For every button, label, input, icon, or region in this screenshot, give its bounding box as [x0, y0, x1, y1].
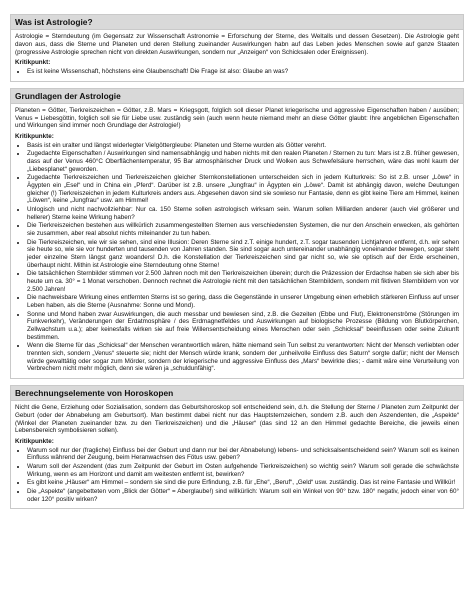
- section-body-grundlagen: [10, 104, 464, 379]
- section-title-berechnungselemente: Berechnungselemente von Horoskopen: [10, 385, 464, 401]
- critique-item: • Zugedachte Tierkreiszeichen und Tierkreiszeichen gleicher Sternkonstellationen unterscheiden sich in jedem Kulturkreis: So ist z.B. unser „Löwe“ in Ägypten ein „Esel“ und in China ein „Pferd“. Darüber ist z.B. unsere „Jungfrau“ in Ägypten ein „Löwe“. Damit ist abhängig davon, welche Deutungen gleicher (!) Tierkreiszeichen in jedem Kulturkreis anders aus. Abgesehen davon sind sie sowieso nur Fantasie, denn es gibt keine Tiere am Himmel, keinen „Löwen“, keine „Jungfrau“ usw. am Himmel!: [27, 174, 459, 205]
- critique-label: Kritikpunkte:: [15, 132, 54, 140]
- section-title-grundlagen: Grundlagen der Astrologie: [10, 88, 464, 104]
- intro-paragraph: Astrologie = Sterndeutung (im Gegensatz zur Wissenschaft Astronomie = Erforschung der Sterne, des Weltalls und dessen Gesetzen). Die Astrologie geht davon aus, dass die Sterne und Planeten und deren Stellung zueinander Auswirkungen habn auf das Leben jedes Menschen sowie auf ganze Staaten (progressive Astrologie sprechen nicht von direkten Auswirkungen, sondern nur „Anzeigen“ von Schicksalen oder Ereignissen).: [15, 33, 459, 56]
- critique-item: • Es gibt keine „Häuser“ am Himmel – sondern sie sind die pure Erfindung, z.B. für „Ehe“, „Beruf“, „Geld“ usw. zuständig. Das ist reine Fantasie und Willkür!: [27, 479, 459, 487]
- critique-item: • Warum soll nur der (fragliche) Einfluss bei der Geburt und dann nur bei der Abnabelung) lebens- und schicksalsentscheidend sein? Warum soll es keinen Einfluss während der Zeugung, beim Heranwachsen des Fötus usw. geben?: [27, 447, 459, 462]
- berechnung-paragraph: Nicht die Gene, Erziehung oder Sozialisation, sondern das Geburtshoroskop soll entscheidend sein, d.h. die Stellung der Sterne / Planeten zum Zeitpunkt der Geburt (oder der Abnabelung am Geburtsort). Man bestimmt dabei nicht nur das Hauptsternzeichen, sondern z.B. auch den Aszendenten, die „Aspekte“ (Winkel der Planeten zueinander bzw. zu den Tierkreiszeichen) und die „Häuser“ (das sind 12 an den Himmel gedachte Bereiche, die jeweils einen Lebensbereich symbolisieren sollen).: [15, 404, 459, 435]
- critique-item: • Es ist keine Wissenschaft, höchstens eine Glaubenschaft! Die Frage ist also: Glaube an was?: [27, 68, 459, 76]
- critique-item: • Die Tierkreiszeichen, wie wir sie sehen, sind eine Illusion: Deren Sterne sind z.T. einige hundert, z.T. sogar tausenden Lichtjahren entfernt, d.h. wir sehen sie heute so, wie sie vor hunderten und tausenden von Jahren standen. Sie sind sogar auch untereinander unabhängig voneinander bewegen, sogar steht jeder einzelne Stern längst ganz woanders! D.h. die Konstellation der Tierkreiszeichen sind gar nicht so, wie sie optisch auf der Erde erscheinen, überhaupt nicht. Mithin ist Astrologie eine Sterndeutung ohne Sterne!: [27, 239, 459, 270]
- critique-list: [15, 142, 459, 373]
- critique-label: Kritikpunkte:: [15, 437, 54, 445]
- critique-item: • Die „Aspekte“ (angebetteten vom „Blick der Götter“ = Aberglaube!) sind willkürlich: Warum soll ein Winkel von 90° bzw. 180° negativ, jedoch einer von 60° oder 120° positiv wirken?: [27, 488, 459, 503]
- critique-item: • Die tatsächlichen Sternbilder stimmen vor 2.500 Jahren noch mit den Tierkreiszeichen überein; durch die Präzession der Erdachse haben sie sich aber bis heute um ca. 30° = 1 Monat verschoben. Dennoch rechnet die Astrologie nicht mit den tatsächlichen Sternbildern, sondern mit fiktiven Sternbildern von vor 2.500 Jahren!: [27, 270, 459, 293]
- critique-item: • Unlogisch und nicht nachvollziehbar: Nur ca. 150 Sterne sollen astrologisch wirksam sein. Warum sollen Milliarden anderer (auch viel größerer und hellerer) Sterne keine Wirkung haben?: [27, 206, 459, 221]
- critique-item: • Zugedachte Eigenschaften / Auswirkungen sind namensabhängig und haben nichts mit den realen Planeten / Sternen zu tun: Mars ist z.B. früher gewesen, dass auf der Venus 460°C Oberflächentemperatur, 95 Bar atmosphärischer Druck und Wolken aus Schwefelsäure herrschen, wäre das wohl kaum der „Liebesplanet“ geworden.: [27, 150, 459, 173]
- grundlagen-paragraph: Planeten = Götter, Tierkreiszeichen = Götter, z.B. Mars = Kriegsgott, folglich soll dieser Planet kriegerische und aggressive Eigenschaften haben / ausüben; Venus = Liebesgöttin, folglich soll sie für Liebe usw. zuständig sein (auch wenn heute niemand mehr an diese Götter glaubt: Ihre angeblichen Eigenschaften und Wirkungen sind immer noch Grundlage der Astrologie!): [15, 106, 459, 130]
- critique-label: Kritikpunkt:: [15, 59, 51, 67]
- critique-list: [15, 447, 459, 504]
- critique-list: [15, 68, 459, 76]
- section-body-was-ist-astrologie: [10, 30, 464, 81]
- critique-item: • Warum soll der Aszendent (das zum Zeitpunkt der Geburt im Osten aufgehende Tierkreiszeichen) so wichtig sein? Warum soll gerade die schwächste Wirkung, wenn es am Horizont und damit am weitesten entfernt ist, bewirken?: [27, 463, 459, 478]
- section-title-was-ist-astrologie: Was ist Astrologie?: [10, 14, 464, 30]
- critique-item: • Die Tierkreiszeichen bestehen aus willkürlich zusammengestellten Sternen aus verschiedensten Systemen, die nur den Anschein erwecken, als gehörten sie zusammen, aber real absolut nichts miteinander zu tun haben.: [27, 222, 459, 237]
- critique-item: • Sonne und Mond haben zwar Auswirkungen, die auch messbar und bewiesen sind, z.B. die Gezeiten (Ebbe und Flut), Elektronenströme (Störungen im Funkverkehr), Veränderungen der Erdatmosphäre / des Erdmagnetfeldes und Auswirkungen auf biologische Prozesse (Bildung von Blutkörperchen, Zellwachstum u.a.); aber keinesfalls wirken sie auf freie Willensentscheidung eines Menschen oder sein „Schicksal“ beeinflussen oder seine Zukunft bestimmen.: [27, 311, 459, 342]
- critique-item: • Wenn die Sterne für das „Schicksal“ der Menschen verantwortlich wären, hätte niemand sein Tun selbst zu verantworten: Nicht der Mensch verliebten oder trennten sich, sondern „Venus“ steuerte sie; nicht der Mensch würde krank, sondern der „unheilvolle Einfluss des Saturn“ sorgte dafür; nicht der Mensch würde gewalttätig oder sogar zum Mörder, sondern der kriegerische und aggressive Einfluss des „Mars“ bewirkte dies; - damit wäre eine Verurteilung von Verbrechern nicht mehr möglich, denn sie wären ja „schuldunfähig“.: [27, 342, 459, 373]
- critique-item: • Basis ist ein uralter und längst widerlegter Vielgöttergleube: Planeten und Sterne wurden als Götter verehrt.: [27, 142, 459, 150]
- section-body-berechnungselemente: [10, 401, 464, 509]
- critique-item: • Die nachweisbare Wirkung eines entfernten Sterns ist so gering, dass die Gegenstände in unserer Umgebung einen erheblich stärkeren Einfluss auf unser Leben haben, als die Sterne (Ausnahme: Sonne und Mond).: [27, 294, 459, 309]
